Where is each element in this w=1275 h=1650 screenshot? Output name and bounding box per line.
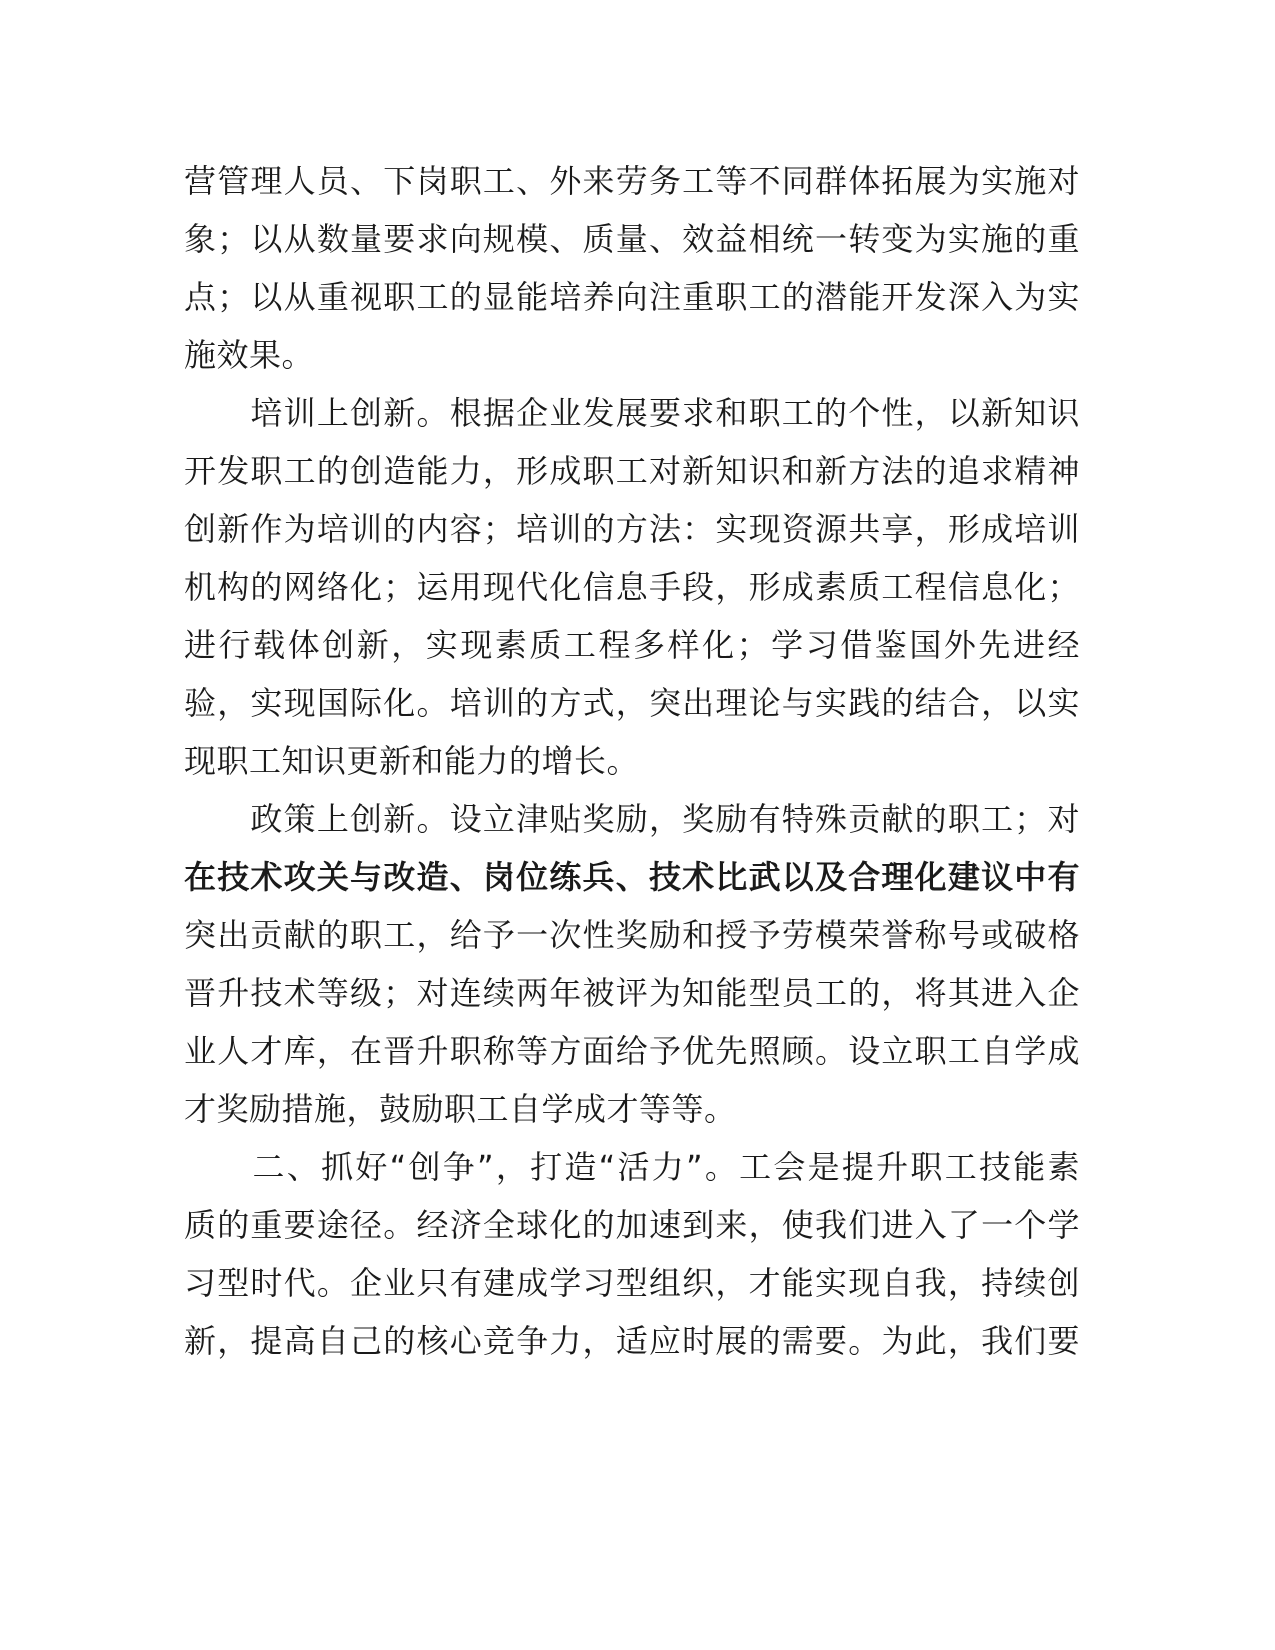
paragraph-4 <box>184 1138 1080 1370</box>
text-line: 业人才库，在晋升职称等方面给予优先照顾。设立职工自学成 <box>184 1032 1080 1070</box>
text-line: 象；以从数量要求向规模、质量、效益相统一转变为实施的重 <box>184 220 1080 258</box>
text-line: 进行载体创新，实现素质工程多样化；学习借鉴国外先进经 <box>184 626 1080 664</box>
paragraph-3 <box>184 790 1080 1138</box>
text-line: 培训上创新。根据企业发展要求和职工的个性，以新知识 <box>184 394 1080 432</box>
text-line: 在技术攻关与改造、岗位练兵、技术比武以及合理化建议中有 <box>184 858 1080 896</box>
text-line: 才奖励措施，鼓励职工自学成才等等。 <box>184 1090 737 1128</box>
text-line: 创新作为培训的内容；培训的方法：实现资源共享，形成培训 <box>184 510 1080 548</box>
text-line: 机构的网络化；运用现代化信息手段，形成素质工程信息化； <box>184 568 1080 606</box>
body-text <box>184 152 1080 1370</box>
text-line: 现职工知识更新和能力的增长。 <box>184 742 640 780</box>
text-line: 营管理人员、下岗职工、外来劳务工等不同群体拓展为实施对 <box>184 162 1080 200</box>
text-line: 施效果。 <box>184 336 315 374</box>
text-line: 二、抓好“创争”，打造“活力”。工会是提升职工技能素 <box>184 1148 1080 1186</box>
text-line: 习型时代。企业只有建成学习型组织，才能实现自我，持续创 <box>184 1264 1080 1302</box>
text-line: 晋升技术等级；对连续两年被评为知能型员工的，将其进入企 <box>184 974 1080 1012</box>
paragraph-1 <box>184 152 1080 384</box>
text-line: 验，实现国际化。培训的方式，突出理论与实践的结合，以实 <box>184 684 1080 722</box>
text-line: 点；以从重视职工的显能培养向注重职工的潜能开发深入为实 <box>184 278 1080 316</box>
text-line: 开发职工的创造能力，形成职工对新知识和新方法的追求精神 <box>184 452 1080 490</box>
text-line: 突出贡献的职工，给予一次性奖励和授予劳模荣誉称号或破格 <box>184 916 1080 954</box>
text-line: 政策上创新。设立津贴奖励，奖励有特殊贡献的职工；对 <box>184 800 1080 838</box>
paragraph-2 <box>184 384 1080 790</box>
text-line: 新，提高自己的核心竞争力，适应时展的需要。为此，我们要 <box>184 1322 1080 1360</box>
text-line: 质的重要途径。经济全球化的加速到来，使我们进入了一个学 <box>184 1206 1080 1244</box>
